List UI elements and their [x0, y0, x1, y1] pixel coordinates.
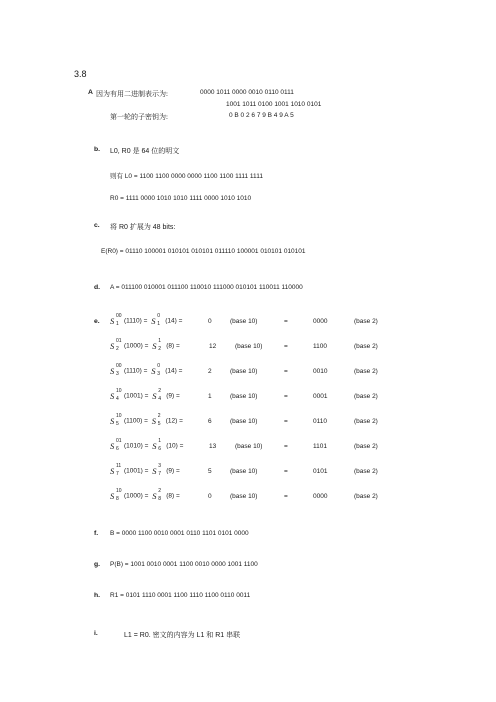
section-number: 3.8: [74, 69, 87, 79]
sbox-row: S 10 8 (1000) = S 2 8 (8) =: [110, 488, 180, 502]
h-text: R1 = 0101 1110 0001 1100 1110 1100 0110 0011: [110, 592, 251, 599]
sbox-row: S 10 4 (1001) = S 2 4 (9) =: [110, 388, 180, 402]
sbox-base2: (base 2): [354, 318, 378, 325]
d-text: A = 011100 010001 011100 110010 111000 010101 110011 110000: [110, 284, 303, 291]
c-expansion: E(R0) = 01110 100001 010101 010101 011110 100001 010101 010101: [101, 248, 306, 255]
item-label-g: g.: [94, 561, 101, 568]
sbox-row: S 01 6 (1010) = S 1 6 (10) =: [110, 438, 184, 452]
sbox-arg: (1110) =: [124, 317, 148, 325]
item-label-a: A: [88, 89, 93, 96]
c-text: 将 R0 扩展为 48 bits:: [110, 224, 176, 231]
sbox-row: S 00 3 (1110) = S 0 3 (14) =: [110, 363, 183, 377]
sbox-dec: 0: [208, 318, 212, 325]
item-label-d: d.: [94, 284, 101, 291]
sbox-base10: (base 10): [230, 318, 258, 325]
subkey-intro: 第一轮的子密钥为:: [110, 113, 168, 121]
sbox-row: S 11 7 (1001) = S 3 7 (9) =: [110, 463, 180, 477]
b-text: L0, R0 是 64 位的明文: [110, 148, 180, 155]
sbox-row: S 00 1 (1110) = S 0 1 (14) =: [110, 313, 183, 327]
item-label-e: e.: [94, 318, 100, 325]
subkey-value: 0 B 0 2 6 7 9 B 4 9 A 5: [229, 112, 294, 119]
b-l0: 则有 L0 = 1100 1100 0000 0000 1100 1100 1111 1111: [110, 173, 263, 180]
f-text: B = 0000 1100 0010 0001 0110 1101 0101 0000: [110, 530, 249, 537]
sbox-row: S 01 2 (1000) = S 1 2 (8) =: [110, 338, 180, 352]
item-label-f: f.: [94, 530, 99, 537]
item-label-i: i.: [94, 630, 98, 637]
sbox-sup: 00: [116, 313, 122, 319]
b-r0: R0 = 1111 0000 1010 1010 1111 0000 1010 1010: [110, 195, 252, 202]
item-label-h: h.: [94, 592, 101, 599]
sbox-row: S 10 5 (1100) = S 2 5 (12) =: [110, 413, 183, 427]
i-text: L1 = R0. 密文的内容为 L1 和 R1 串联: [124, 632, 241, 639]
g-text: P(B) = 1001 0010 0001 1100 0010 0000 1001 1100: [110, 561, 258, 568]
sbox-bin: 0000: [313, 318, 328, 325]
binary-intro: 因为有用二进制表示为:: [96, 90, 168, 98]
sbox-eq: =: [284, 318, 288, 325]
item-label-c: c.: [94, 222, 100, 229]
sbox-sub: 1: [116, 321, 119, 327]
binary-line-1: 0000 1011 0000 0010 0110 0111: [200, 89, 294, 96]
binary-line-2: 1001 1011 0100 1001 1010 0101: [226, 101, 322, 108]
item-label-b: b.: [94, 146, 101, 153]
